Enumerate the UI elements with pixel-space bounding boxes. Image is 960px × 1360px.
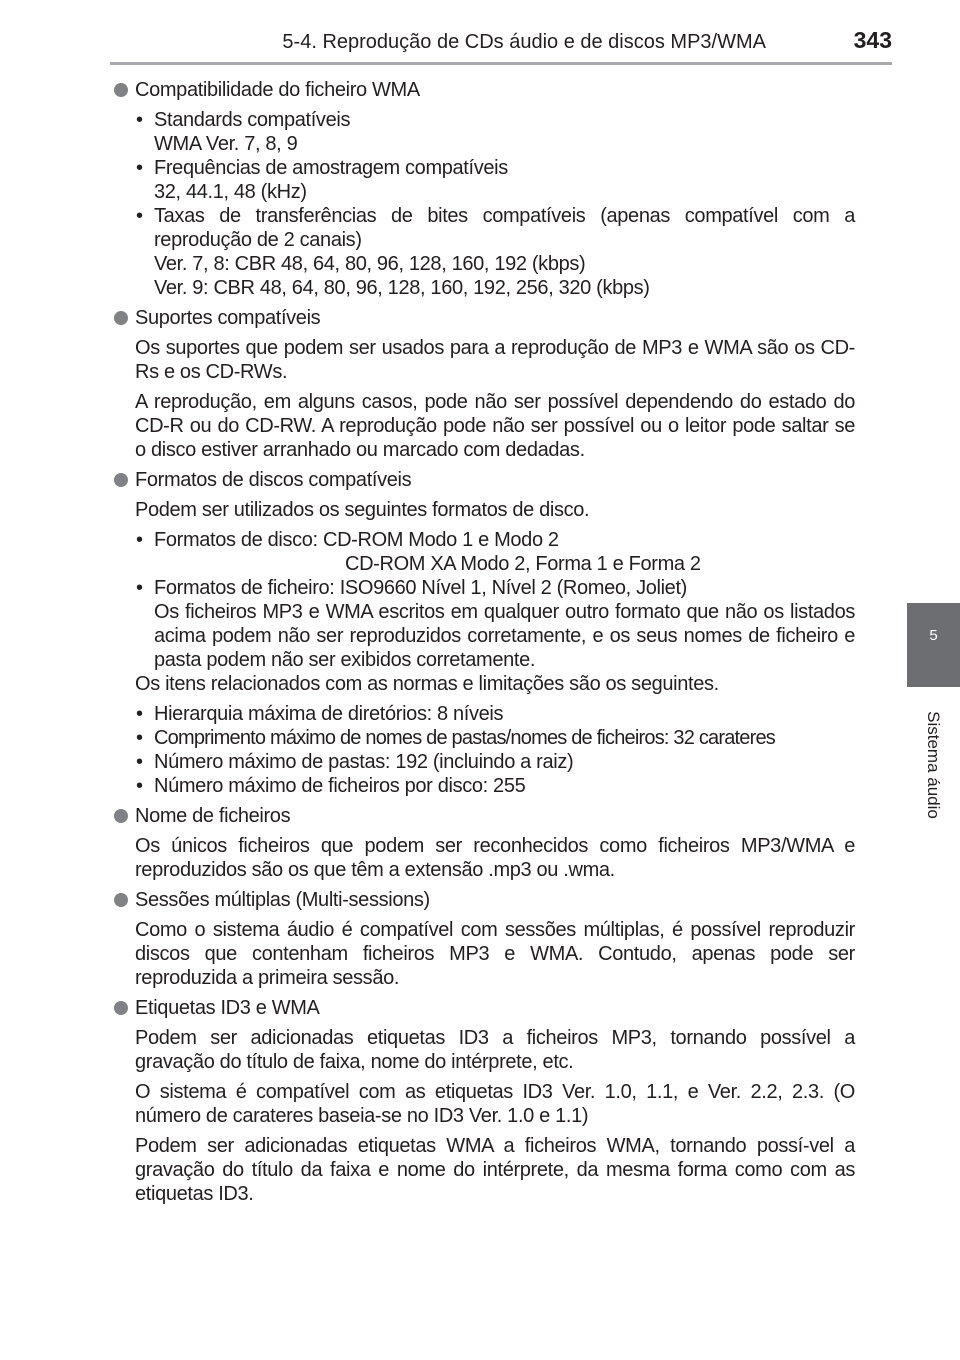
list-item-line: Formatos de disco: CD-ROM Modo 1 e Modo 2 <box>154 529 559 551</box>
list-item <box>135 204 855 300</box>
header-divider <box>110 62 892 65</box>
list-item <box>135 576 855 672</box>
page-content <box>114 78 855 1212</box>
bullet-list <box>114 108 855 300</box>
list-item-line: Os ficheiros MP3 e WMA escritos em qualquer outro formato que não os listados acima podem não ser reproduzidos corretamente, e os seus nomes de ficheiro e pasta podem não ser exibidos corretamente. <box>154 601 855 671</box>
heading-text: Etiquetas ID3 e WMA <box>135 997 320 1019</box>
list-item-text: Comprimento máximo de nomes de pastas/nomes de ficheiros: 32 carateres <box>154 727 775 749</box>
list-item-line: Ver. 9: CBR 48, 64, 80, 96, 128, 160, 192, 256, 320 (kbps) <box>154 277 650 299</box>
paragraph: Os itens relacionados com as normas e limitações são os seguintes. <box>135 673 719 695</box>
list-item-line: Formatos de ficheiro: ISO9660 Nível 1, Nível 2 (Romeo, Joliet) <box>154 577 687 599</box>
bullet-marker: • <box>136 775 143 797</box>
chapter-label: Sistema áudio <box>924 711 943 819</box>
paragraph: Podem ser adicionadas etiquetas WMA a ficheiros WMA, tornando possí-vel a gravação do título da faixa e nome do intérprete, da mesma forma como com as etiquetas ID3. <box>135 1135 855 1205</box>
bullet-marker: • <box>136 751 143 773</box>
bullet-dot-icon <box>114 1001 128 1015</box>
list-item-line: Ver. 7, 8: CBR 48, 64, 80, 96, 128, 160, 192 (kbps) <box>154 253 586 275</box>
list-item <box>135 528 855 576</box>
chapter-label-container <box>907 690 960 840</box>
chapter-tab <box>907 603 960 687</box>
list-item-line: Standards compatíveis <box>154 109 351 131</box>
section-heading <box>114 306 855 330</box>
section-heading <box>114 804 855 828</box>
paragraph: Os suportes que podem ser usados para a reprodução de MP3 e WMA são os CD-Rs e os CD-RWs. <box>135 337 855 383</box>
list-item-text: Hierarquia máxima de diretórios: 8 níveis <box>154 703 504 725</box>
list-item-line: CD-ROM XA Modo 2, Forma 1 e Forma 2 <box>345 553 701 575</box>
section-title: 5-4. Reprodução de CDs áudio e de discos MP3/WMA <box>282 31 766 53</box>
heading-text: Nome de ficheiros <box>135 805 291 827</box>
section-heading <box>114 888 855 912</box>
bullet-dot-icon <box>114 893 128 907</box>
list-item-line: Taxas de transferências de bites compatíveis (apenas compatível com a reprodução de 2 canais) <box>154 205 855 251</box>
list-item <box>135 702 855 726</box>
list-item-line: WMA Ver. 7, 8, 9 <box>154 133 298 155</box>
list-item-line: 32, 44.1, 48 (kHz) <box>154 181 307 203</box>
list-item-line: Frequências de amostragem compatíveis <box>154 157 508 179</box>
bullet-list <box>114 702 855 798</box>
list-item-text: Número máximo de pastas: 192 (incluindo a raiz) <box>154 751 574 773</box>
list-item <box>135 750 855 774</box>
paragraph: Podem ser adicionadas etiquetas ID3 a ficheiros MP3, tornando possível a gravação do título de faixa, nome do intérprete, etc. <box>135 1027 855 1073</box>
chapter-number: 5 <box>929 627 938 644</box>
bullet-dot-icon <box>114 83 128 97</box>
bullet-marker: • <box>136 727 143 749</box>
bullet-marker: • <box>136 205 143 227</box>
heading-text: Suportes compatíveis <box>135 307 321 329</box>
list-item <box>135 726 855 750</box>
heading-text: Compatibilidade do ficheiro WMA <box>135 79 420 101</box>
section-heading <box>114 78 855 102</box>
page-number: 343 <box>853 27 892 53</box>
section-heading <box>114 996 855 1020</box>
bullet-list <box>114 528 855 672</box>
list-item <box>135 774 855 798</box>
list-item-text: Número máximo de ficheiros por disco: 255 <box>154 775 526 797</box>
bullet-dot-icon <box>114 809 128 823</box>
section-file-names <box>114 804 855 882</box>
bullet-marker: • <box>136 109 143 131</box>
section-multi-sessions <box>114 888 855 990</box>
list-item <box>135 108 855 156</box>
section-heading <box>114 468 855 492</box>
heading-text: Sessões múltiplas (Multi-sessions) <box>135 889 430 911</box>
bullet-marker: • <box>136 703 143 725</box>
bullet-marker: • <box>136 529 143 551</box>
bullet-marker: • <box>136 577 143 599</box>
bullet-dot-icon <box>114 311 128 325</box>
section-wma-compatibility <box>114 78 855 300</box>
paragraph: A reprodução, em alguns casos, pode não ser possível dependendo do estado do CD-R ou do CD-RW. A reprodução pode não ser possível ou o leitor pode saltar se o disco estiver arranhado ou marcado com dedadas. <box>135 391 855 461</box>
paragraph: Como o sistema áudio é compatível com sessões múltiplas, é possível reproduzir discos que contenham ficheiros MP3 e WMA. Contudo, apenas pode ser reproduzida a primeira sessão. <box>135 919 855 989</box>
bullet-marker: • <box>136 157 143 179</box>
list-item <box>135 156 855 204</box>
section-id3-wma-tags <box>114 996 855 1206</box>
paragraph: O sistema é compatível com as etiquetas ID3 Ver. 1.0, 1.1, e Ver. 2.2, 2.3. (O número de carateres baseia-se no ID3 Ver. 1.0 e 1.1) <box>135 1081 855 1127</box>
bullet-dot-icon <box>114 473 128 487</box>
section-disc-formats <box>114 468 855 798</box>
paragraph: Os únicos ficheiros que podem ser reconhecidos como ficheiros MP3/WMA e reproduzidos são os que têm a extensão .mp3 ou .wma. <box>135 835 855 881</box>
paragraph: Podem ser utilizados os seguintes formatos de disco. <box>135 499 590 521</box>
heading-text: Formatos de discos compatíveis <box>135 469 412 491</box>
section-supported-media <box>114 306 855 462</box>
